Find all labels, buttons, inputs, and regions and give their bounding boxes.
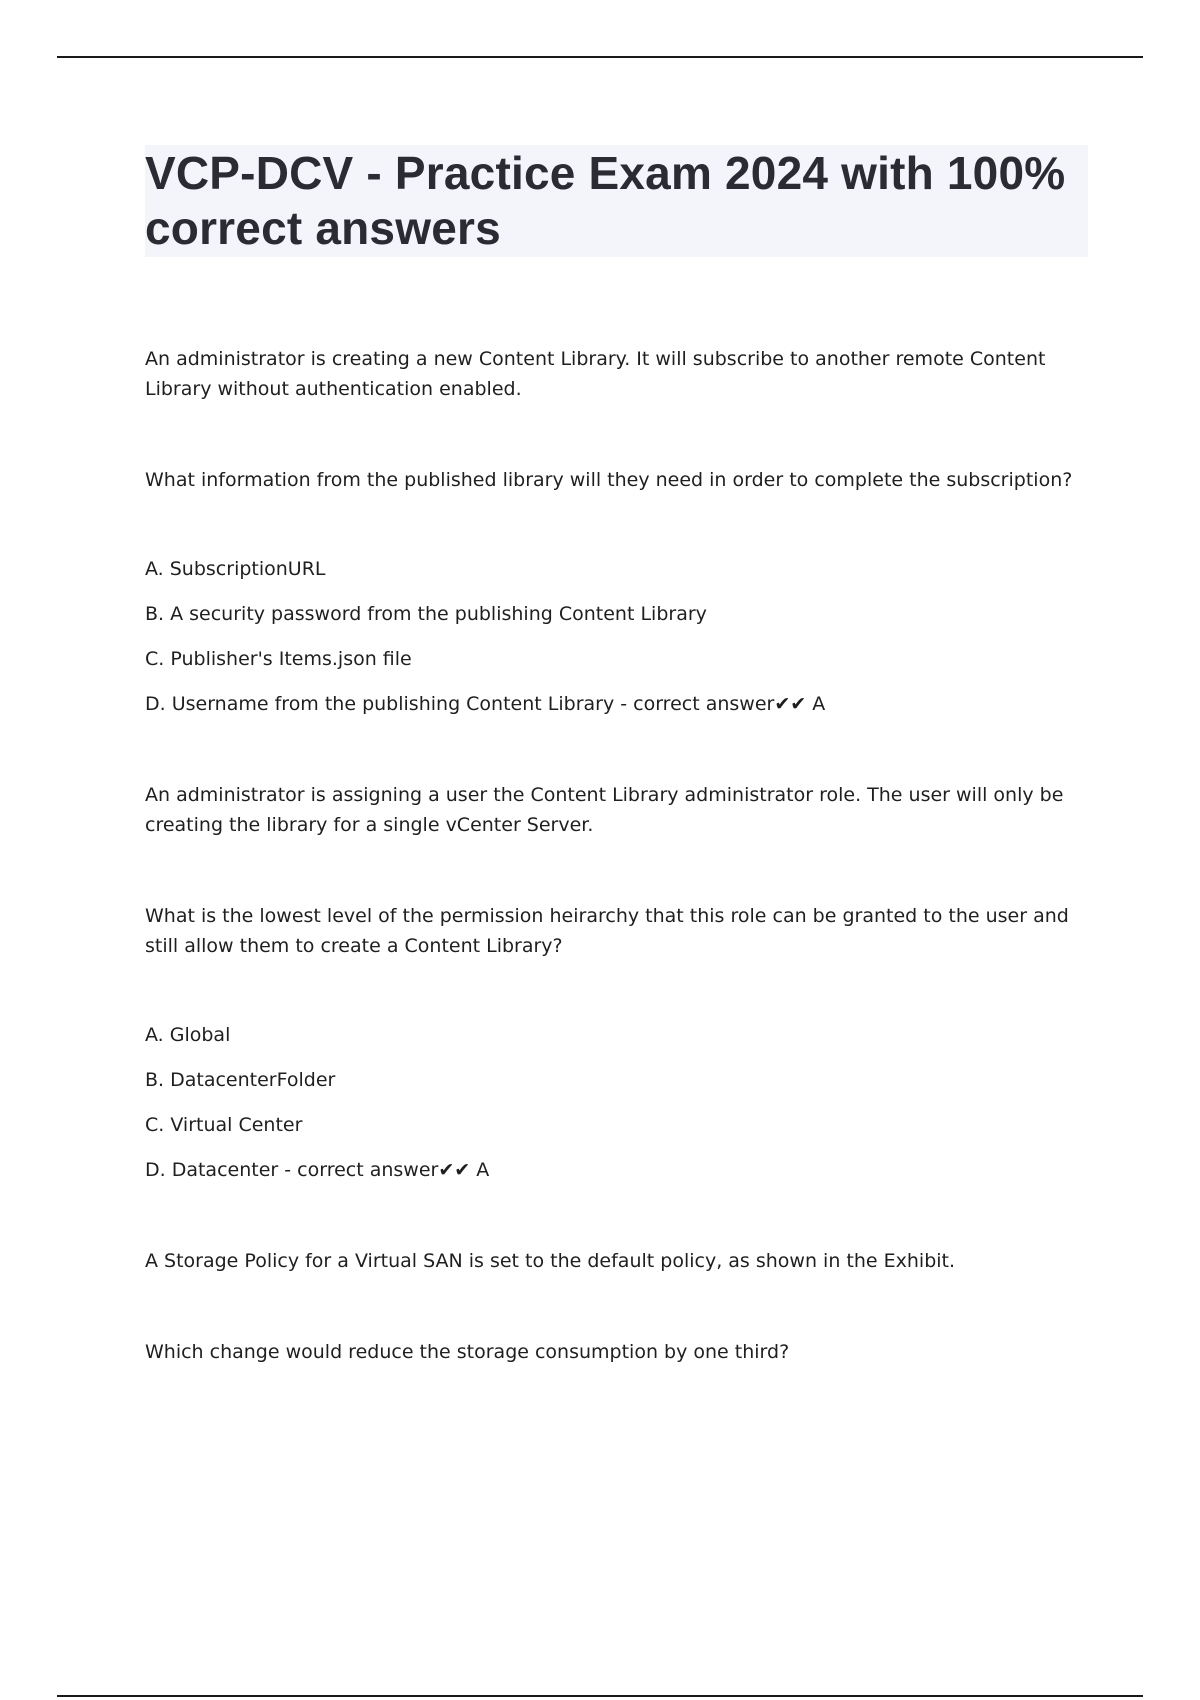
question-1-intro: An administrator is creating a new Content Library. It will subscribe to another remote Content Library without authentication enabled. [145, 348, 1046, 400]
document-title: VCP-DCV - Practice Exam 2024 with 100% correct answers [145, 147, 1066, 254]
question-2-option-b: B. DatacenterFolder [145, 1069, 336, 1091]
document-body [145, 344, 1095, 1367]
question-1-option-d: D. Username from the publishing Content Library - correct answer✔✔ A [145, 693, 826, 715]
question-2-text: What is the lowest level of the permission heirarchy that this role can be granted to the user and still allow them to create a Content Library? [145, 905, 1069, 957]
question-3-intro: A Storage Policy for a Virtual SAN is set to the default policy, as shown in the Exhibit. [145, 1250, 956, 1272]
question-2-options [145, 1020, 1095, 1185]
question-2-option-a: A. Global [145, 1024, 231, 1046]
top-rule [57, 56, 1143, 58]
question-3-text: Which change would reduce the storage consumption by one third? [145, 1341, 790, 1363]
bottom-rule [57, 1695, 1143, 1697]
question-2-intro: An administrator is assigning a user the Content Library administrator role. The user will only be creating the library for a single vCenter Server. [145, 784, 1064, 836]
question-1-option-a: A. SubscriptionURL [145, 558, 326, 580]
question-1-option-b: B. A security password from the publishing Content Library [145, 603, 707, 625]
question-2-option-d: D. Datacenter - correct answer✔✔ A [145, 1159, 490, 1181]
question-1-options [145, 554, 1095, 719]
question-2-option-c: C. Virtual Center [145, 1114, 303, 1136]
question-1-option-c: C. Publisher's Items.json file [145, 648, 412, 670]
question-1-text: What information from the published library will they need in order to complete the subscription? [145, 469, 1073, 491]
